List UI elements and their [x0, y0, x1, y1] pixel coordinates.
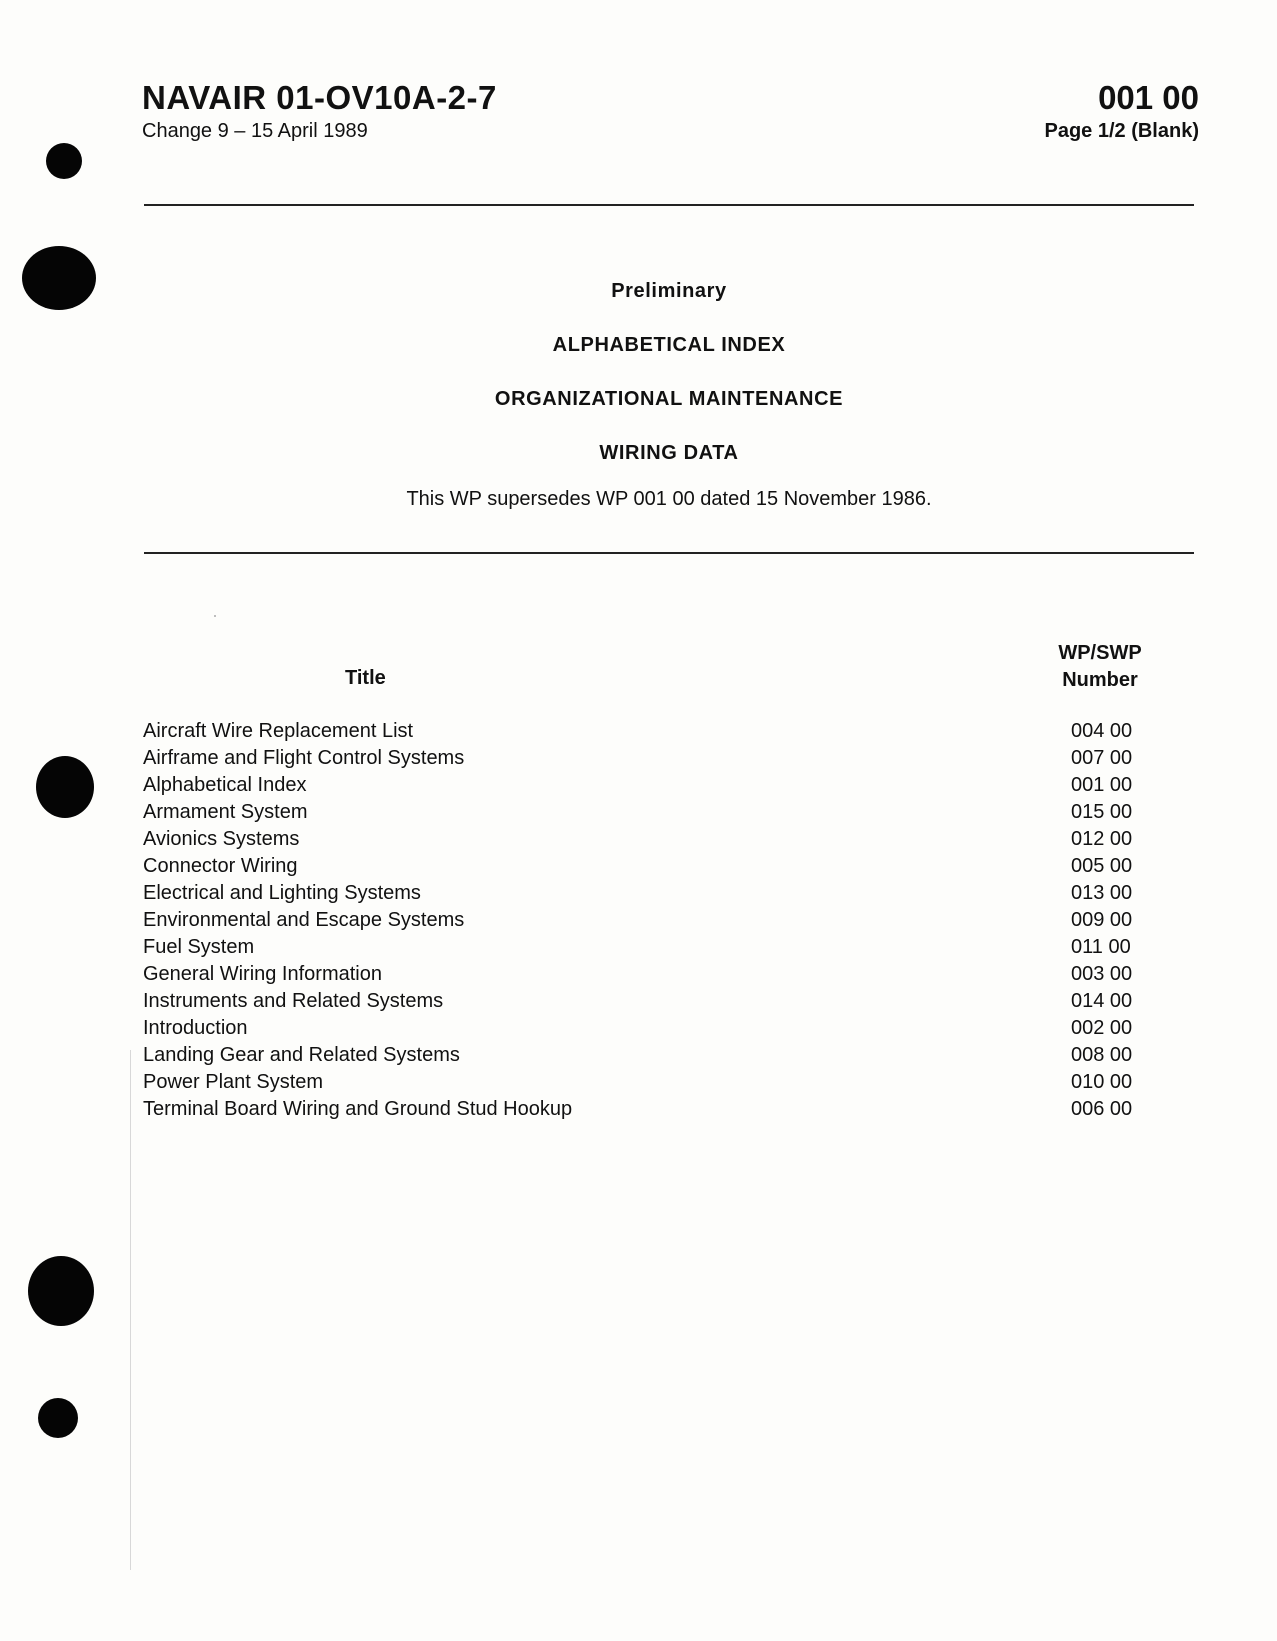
index-row-title: Connector Wiring [143, 855, 298, 877]
header-left [142, 78, 497, 144]
index-row-number: 006 00 [1071, 1098, 1133, 1120]
index-list [143, 718, 1163, 1123]
index-row [143, 826, 1163, 853]
title-block [144, 278, 1194, 512]
punch-hole-4 [28, 1256, 94, 1326]
index-row-title: Environmental and Escape Systems [143, 909, 465, 931]
index-row-title: Aircraft Wire Replacement List [143, 720, 414, 742]
header-right [1044, 78, 1199, 144]
scan-speck [214, 615, 216, 617]
title-line-1: ALPHABETICAL INDEX [552, 334, 786, 356]
left-margin-line [130, 1050, 131, 1570]
index-row-number: 014 00 [1071, 990, 1133, 1012]
index-row-title: Introduction [143, 1017, 248, 1039]
index-row [143, 961, 1163, 988]
index-row-number: 009 00 [1071, 909, 1133, 931]
punch-hole-3 [36, 756, 94, 818]
index-row [143, 880, 1163, 907]
index-row [143, 718, 1163, 745]
index-row-number: 008 00 [1071, 1044, 1133, 1066]
index-row-title: Armament System [143, 801, 308, 823]
title-rule [144, 552, 1194, 554]
punch-hole-2 [22, 246, 96, 310]
index-row-title: Electrical and Lighting Systems [143, 882, 421, 904]
index-row [143, 1042, 1163, 1069]
punch-hole-5 [38, 1398, 78, 1438]
index-row-title: Fuel System [143, 936, 255, 958]
document-id: NAVAIR 01-OV10A-2-7 [142, 79, 497, 116]
index-row [143, 745, 1163, 772]
index-row-title: General Wiring Information [143, 963, 382, 985]
page-number: Page 1/2 (Blank) [1044, 120, 1199, 142]
index-row [143, 1096, 1163, 1123]
index-row-number: 013 00 [1071, 882, 1133, 904]
index-row-number: 002 00 [1071, 1017, 1133, 1039]
work-package-number: 001 00 [1098, 79, 1199, 116]
index-row [143, 934, 1163, 961]
index-row [143, 1015, 1163, 1042]
index-row-number: 011 00 [1071, 936, 1131, 958]
index-row-number: 005 00 [1071, 855, 1133, 877]
index-row-title: Power Plant System [143, 1071, 324, 1093]
change-date: Change 9 – 15 April 1989 [142, 120, 368, 142]
index-row-title: Terminal Board Wiring and Ground Stud Hookup [143, 1098, 573, 1120]
column-header-title: Title [345, 667, 386, 689]
punch-hole-1 [46, 143, 82, 179]
status-label: Preliminary [611, 280, 727, 302]
index-row-title: Airframe and Flight Control Systems [143, 747, 465, 769]
index-row-number: 001 00 [1071, 774, 1133, 796]
index-row-title: Landing Gear and Related Systems [143, 1044, 460, 1066]
index-row [143, 988, 1163, 1015]
column-header-number [1040, 640, 1160, 694]
supersedes-note: This WP supersedes WP 001 00 dated 15 November 1986. [406, 488, 932, 510]
index-row [143, 853, 1163, 880]
column-header-number-line2: Number [1062, 669, 1138, 691]
index-row [143, 1069, 1163, 1096]
index-row-number: 004 00 [1071, 720, 1133, 742]
index-row-number: 003 00 [1071, 963, 1133, 985]
index-row-number: 010 00 [1071, 1071, 1133, 1093]
index-row-title: Alphabetical Index [143, 774, 307, 796]
index-row-title: Instruments and Related Systems [143, 990, 444, 1012]
column-header-number-line1: WP/SWP [1058, 642, 1142, 664]
index-row-number: 012 00 [1071, 828, 1133, 850]
title-line-2: ORGANIZATIONAL MAINTENANCE [494, 388, 844, 410]
index-row [143, 907, 1163, 934]
index-row [143, 799, 1163, 826]
index-row-number: 007 00 [1071, 747, 1133, 769]
index-row [143, 772, 1163, 799]
title-line-3: WIRING DATA [599, 442, 739, 464]
index-row-title: Avionics Systems [143, 828, 300, 850]
header-rule [144, 204, 1194, 206]
index-row-number: 015 00 [1071, 801, 1133, 823]
